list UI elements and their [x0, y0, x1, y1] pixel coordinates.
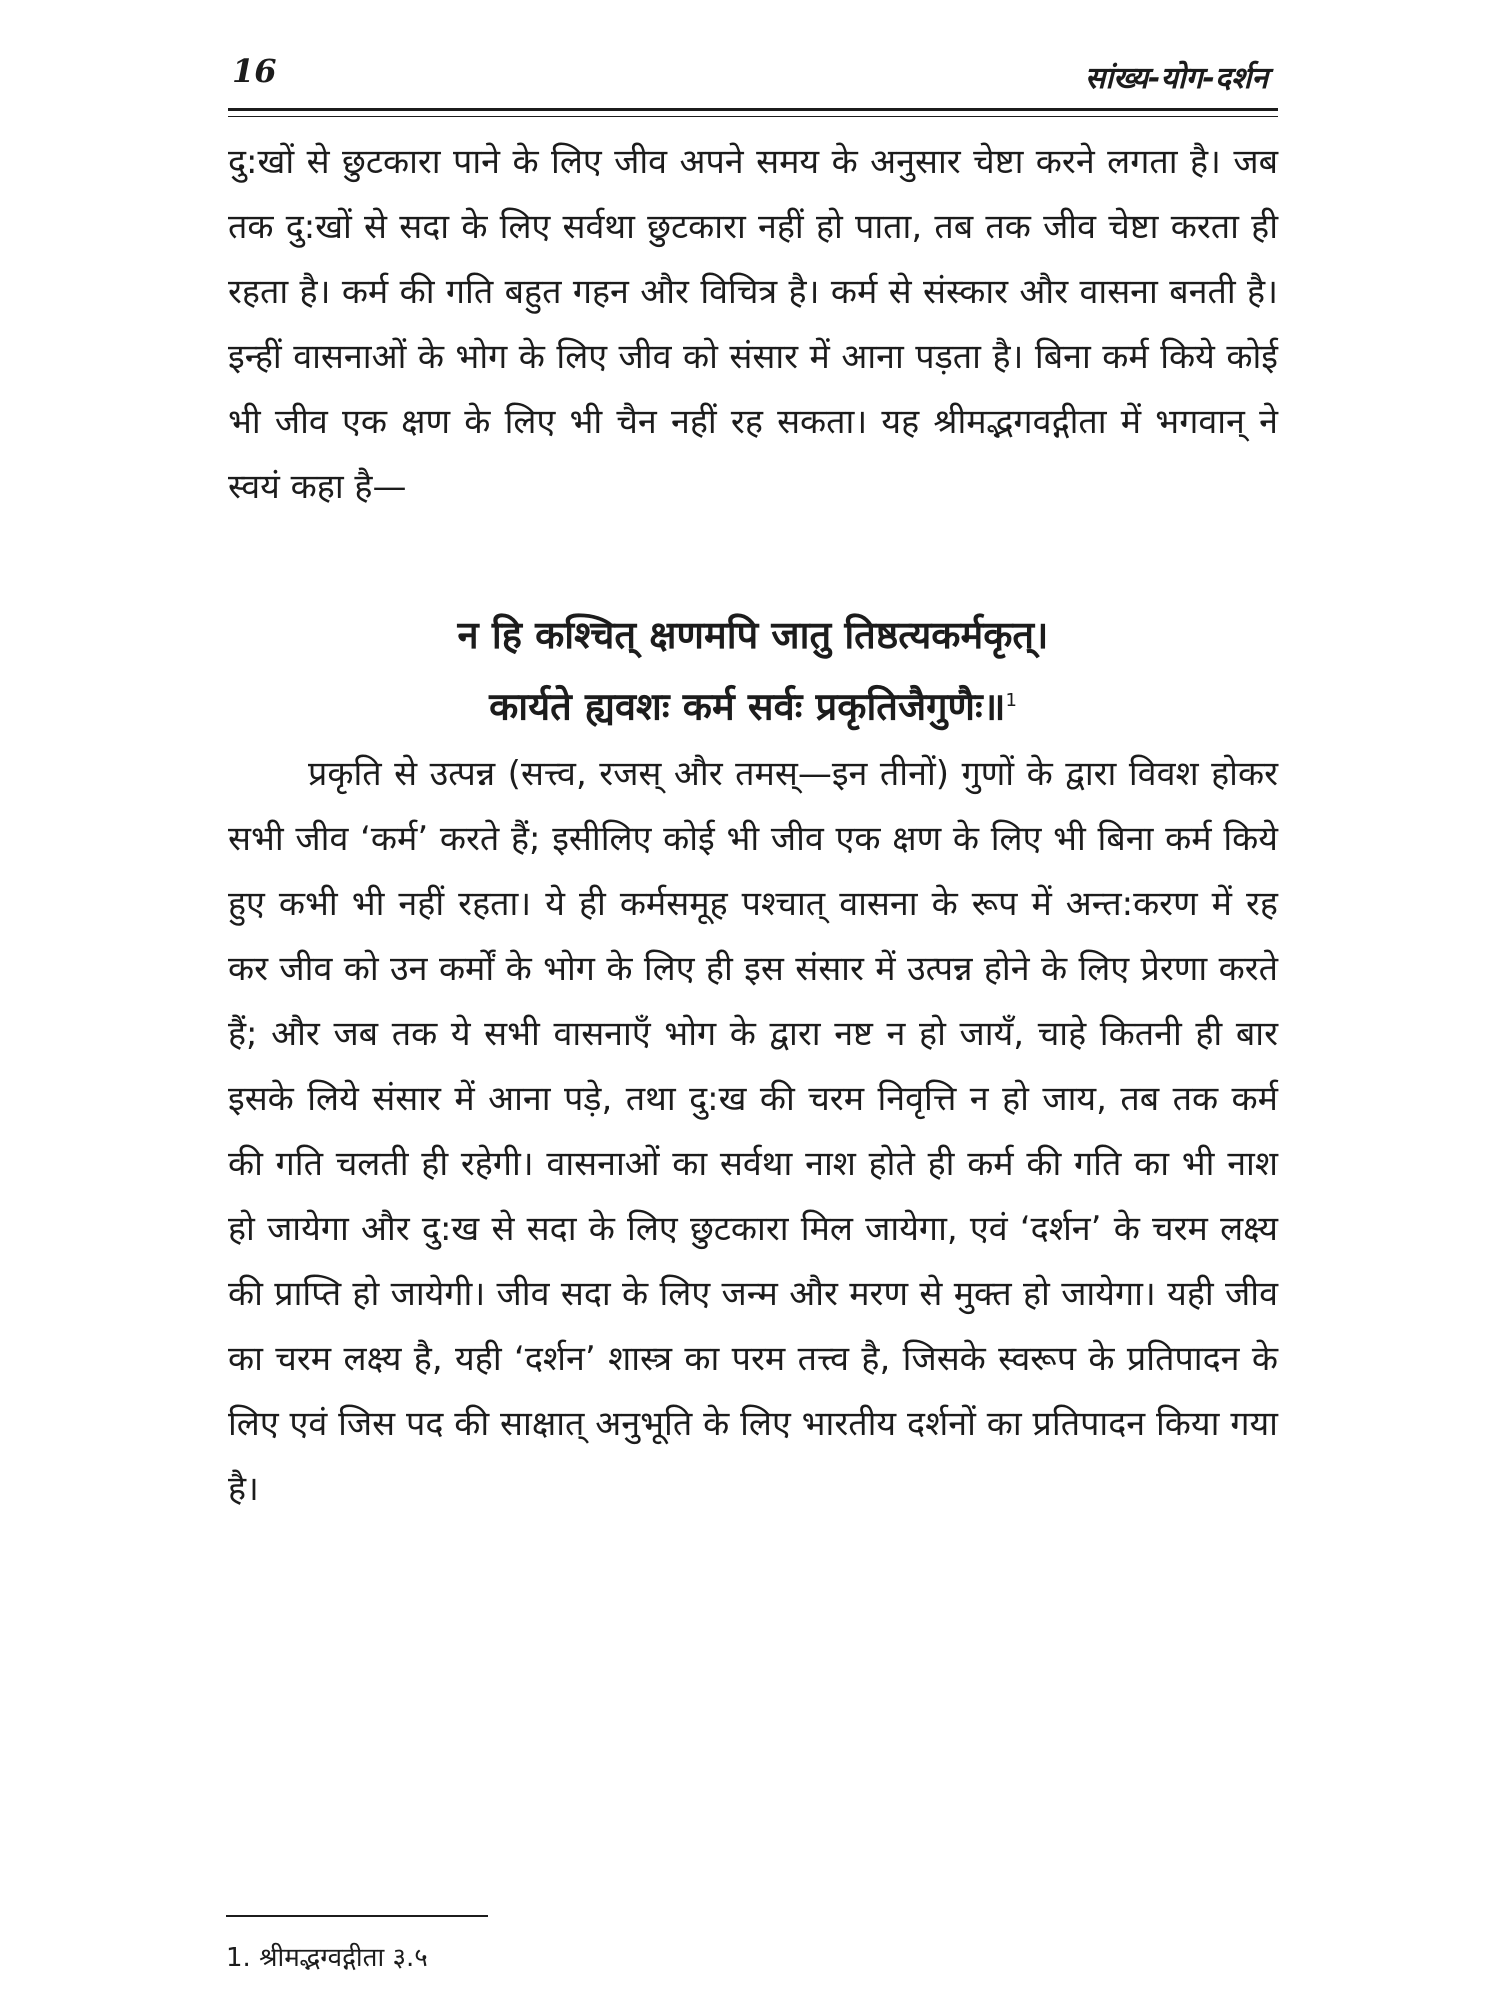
paragraph-1: दु:खों से छुटकारा पाने के लिए जीव अपने समय के अनुसार चेष्टा करने लगता है। जब तक दु:खों से सदा के लिए सर्वथा छुटकारा नहीं हो पाता, तब तक जीव चेष्टा करता ही रहता है। कर्म की गति बहुत गहन और विचित्र है। कर्म से संस्कार और वासना बनती है। इन्हीं वासनाओं के भोग के लिए जीव को संसार में आना पड़ता है। बिना कर्म किये कोई भी जीव एक क्षण के लिए भी चैन नहीं रह सकता। यह श्रीमद्भगवद्गीता में भगवान् ने स्वयं कहा है— [228, 142, 1278, 507]
verse-line-2-text: कार्यते ह्यवशः कर्म सर्वः प्रकृतिजैगुणैः॥ [489, 684, 1006, 729]
verse-line-1: न हि कश्चित् क्षणमपि जातु तिष्ठत्यकर्मकृत्। [457, 613, 1049, 657]
verse-block [228, 603, 1278, 740]
page-number: 16 [232, 52, 277, 90]
footnote: 1. श्रीमद्भग्वद्गीता ३.५ [226, 1943, 428, 1973]
footnote-marker: 1 [1005, 690, 1017, 711]
verse-line-2 [228, 668, 1278, 740]
header-rule [228, 108, 1278, 111]
footnote-rule [226, 1915, 488, 1917]
header-rule-secondary [228, 116, 1278, 117]
paragraph-2: प्रकृति से उत्पन्न (सत्त्व, रजस् और तमस्—इन तीनों) गुणों के द्वारा विवश होकर सभी जीव ‘कर्म’ करते हैं; इसीलिए कोई भी जीव एक क्षण के लिए भी बिना कर्म किये हुए कभी भी नहीं रहता। ये ही कर्मसमूह पश्चात् वासना के रूप में अन्त:करण में रह कर जीव को उन कर्मों के भोग के लिए ही इस संसार में उत्पन्न होने के लिए प्रेरणा करते हैं; और जब तक ये सभी वासनाएँ भोग के द्वारा नष्ट न हो जायँ, चाहे कितनी ही बार इसके लिये संसार में आना पड़े, तथा दु:ख की चरम निवृत्ति न हो जाय, तब तक कर्म की गति चलती ही रहेगी। वासनाओं का सर्वथा नाश होते ही कर्म की गति का भी नाश हो जायेगा और दु:ख से सदा के लिए छुटकारा मिल जायेगा, एवं ‘दर्शन’ के चरम लक्ष्य की प्राप्ति हो जायेगी। जीव सदा के लिए जन्म और मरण से मुक्त हो जायेगा। यही जीव का चरम लक्ष्य है, यही ‘दर्शन’ शास्त्र का परम तत्त्व है, जिसके स्वरूप के प्रतिपादन के लिए एवं जिस पद की साक्षात् अनुभूति के लिए भारतीय दर्शनों का प्रतिपादन किया गया है। [228, 754, 1278, 1509]
running-title: सांख्य-योग-दर्शन [1085, 61, 1268, 96]
